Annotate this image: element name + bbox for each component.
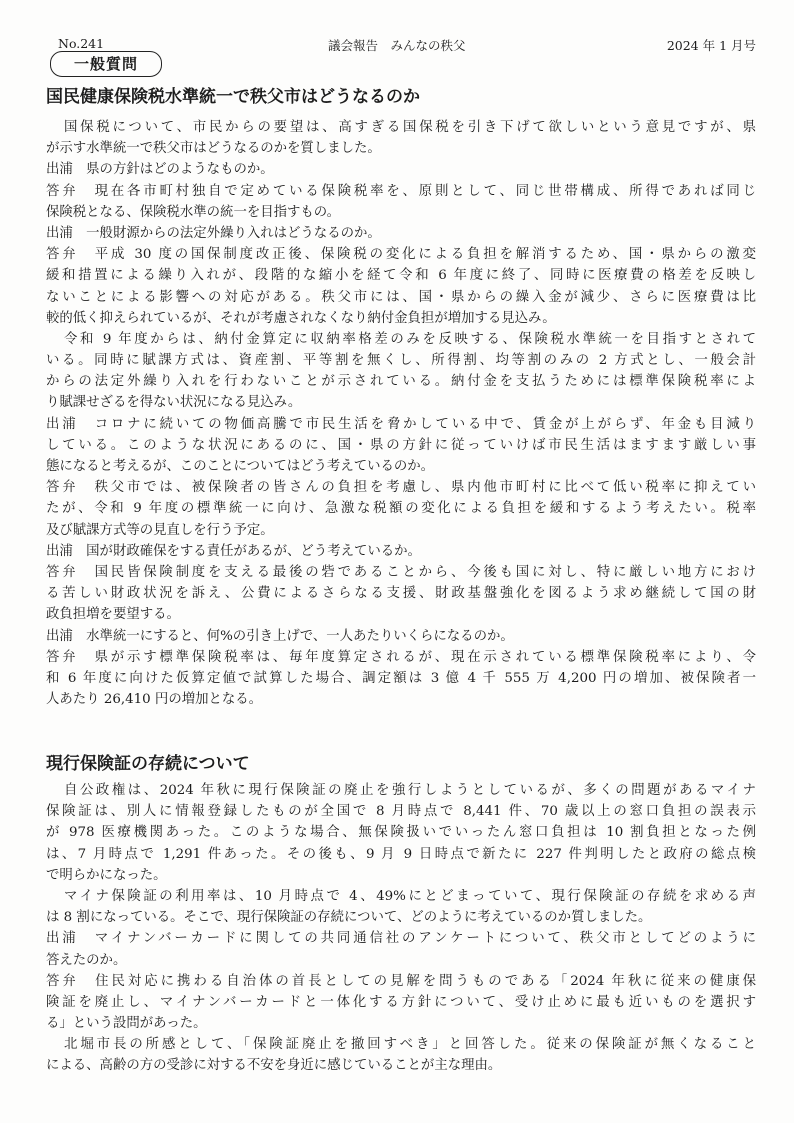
section-heading-1: 国民健康保険税水準統一で秩父市はどうなるのか [46,87,420,107]
body-line: 出浦 国が財政確保をする責任があるが、どう考えているか。 [46,543,421,559]
body-line: る」という設問があった。 [46,1016,207,1032]
body-line: からの法定外繰り入れを行わないことが示されている。納付金を支払うためには標準保険税率によ [46,374,756,390]
body-line: たが、令和 9 年度の標準統一に向け、急激な税額の変化による負担を緩和するよう考えたい。税率 [46,501,756,517]
body-line: 答えたのか。 [46,952,127,968]
body-line: 緩和措置による繰り入れが、段階的な縮小を経て令和 6 年度に終了、同時に医療費の格差を反映し [46,268,756,284]
body-line: 自公政権は、2024 年秋に現行保険証の廃止を強行しようとしているが、多くの問題があるマイナ [64,783,756,798]
body-line: 令和 9 年度からは、納付金算定に収納率格差のみを反映する、保険税水準統一を目指すとされて [64,331,756,347]
body-line: 答弁 国民皆保険制度を支える最後の砦であることから、今後も国に対し、特に厳しい地方におけ [46,564,756,580]
body-line: 答弁 平成 30 度の国保制度改正後、保険税の変化による負担を解消するため、国・県からの激変 [46,247,756,263]
body-line: 保険税となる、保険税水準の統一を目指すもの。 [46,204,341,220]
body-line: 人あたり 26,410 円の増加となる。 [46,692,263,708]
section-heading-2: 現行保険証の存続について [46,754,250,774]
body-line: は 8 割になっている。そこで、現行保険証の存続について、どのように考えているのか質しました。 [46,910,652,926]
issue-number: No.241 [58,36,105,51]
body-line: は、7 月時点で 1,291 件あった。その後も、9 月 9 日時点で新たに 227 件判明したと政府の総点検 [46,846,756,862]
body-line: 較的低く抑えられているが、それが考慮されなくなり納付金負担が増加する見込み。 [46,310,556,326]
body-line: 出浦 コロナに続いての物価高騰で市民生活を脅かしている中で、賃金が上がらず、年金も目減り [46,416,756,432]
body-line: 険証を廃止し、マイナンバーカードと一体化する方針について、受け止めに最も近いものを選択す [46,994,756,1010]
body-line: 保険証は、別人に情報登録したものが全国で 8 月時点で 8,441 件、70 歳以上の窓口負担の誤表示 [46,804,756,820]
body-line: 政負担増を要望する。 [46,607,180,623]
body-line: 答弁 現在各市町村独自で定めている保険税率を、原則として、同じ世帯構成、所得であれば同じ [46,183,756,199]
page-header [58,36,756,54]
body-line: 答弁 県が示す標準保険税率は、毎年度算定されるが、現在示されている標準保険税率により、令 [46,649,756,665]
body-line: ないことによる影響への対応がある。秩父市には、国・県からの繰入金が減少、さらに医療費は比 [46,289,756,305]
body-line: 出浦 水準統一にすると、何%の引き上げで、一人あたりいくらになるのか。 [46,628,514,644]
body-line: で明らかになった。 [46,867,167,883]
body-line: している。このような状況にあるのに、国・県の方針に従っていけば市民生活はますます厳しい事 [46,437,756,453]
publication-title: 議会報告 みんなの秩父 [328,38,466,53]
body-line: による、高齢の方の受診に対する不安を身近に感じていることが主な理由。 [46,1058,502,1074]
body-line: る苦しい財政状況を訴え、公費によるさらなる支援、財政基盤強化を図るよう求め継続して国の財 [46,586,756,602]
body-line: 和 6 年度に向けた仮算定値で試算した場合、調定額は 3 億 4 千 555 万 4,200 円の増加、被保険者一 [46,670,756,686]
body-line: 答弁 住民対応に携わる自治体の首長としての見解を問うものである「2024 年秋に従来の健康保 [46,973,756,989]
body-line: いる。同時に賦課方式は、資産割、平等割を無くし、所得割、均等割のみの 2 方式とし、一般会計 [46,353,756,369]
body-line: が 978 医療機関あった。このような場合、無保険扱いでいったん窓口負担は 10 割負担となった例 [46,825,756,841]
body-line: 及び賦課方式等の見直しを行う予定。 [46,522,274,538]
section-body-2 [46,780,756,1077]
body-line: 態になると考えるが、このことについてはどう考えているのか。 [46,459,435,474]
body-line: 出浦 一般財源からの法定外繰り入れはどうなるのか。 [46,225,381,241]
body-line: マイナ保険証の利用率は、10 月時点で 4、49%にとどまっていて、現行保険証の存続を求める声 [64,888,756,904]
body-line: 国保税について、市民からの要望は、高すぎる国保税を引き下げて欲しいという意見ですが、県 [64,120,756,135]
body-line: 出浦 県の方針はどのようなものか。 [46,162,274,178]
issue-date: 2024 年 1 月号 [666,38,756,53]
section-tag: 一般質問 [50,51,162,77]
body-line: 出浦 マイナンバーカードに関しての共同通信社のアンケートについて、秩父市としてどのように [46,931,756,947]
body-line: 北堀市長の所感として、「保険証廃止を撤回すべき」と回答した。従来の保険証が無くなること [64,1037,756,1053]
section-body-1 [46,117,756,710]
body-line: り賦課せざるを得ない状況になる見込み。 [46,395,302,411]
body-line: 答弁 秩父市では、被保険者の皆さんの負担を考慮し、県内他市町村に比べて低い税率に抑えてい [46,480,756,496]
body-line: が示す水準統一で秩父市はどうなるのかを質しました。 [46,141,381,157]
